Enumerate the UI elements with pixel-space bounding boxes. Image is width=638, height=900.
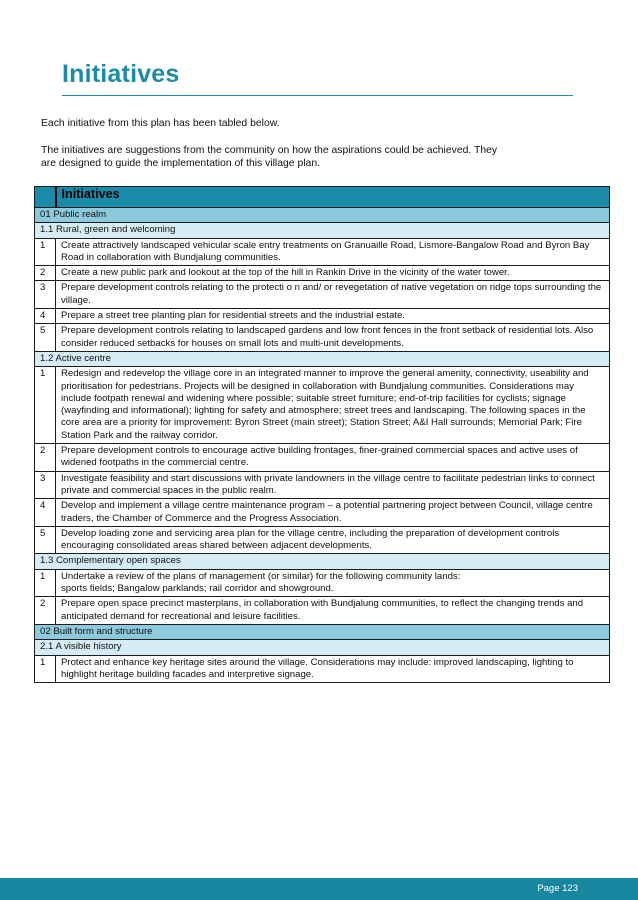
table-row [35,471,610,499]
item-number: 1 [35,367,56,444]
section-title: 02 Built form and structure [35,624,610,639]
item-text: Prepare development controls relating to landscaped gardens and low front fences in the front setback of residential lots. Also consider reduced setbacks for houses on small lots and multi-unit developments. [56,324,610,352]
table-row [35,309,610,324]
footer-bar [0,878,638,900]
item-number: 4 [35,499,56,527]
subsection-title: 1.3 Complementary open spaces [35,554,610,569]
subsection-title: 1.2 Active centre [35,351,610,366]
item-text: Investigate feasibility and start discussions with private landowners in the village centre to facilitate pedestrian links to connect private and commercial spaces in the public realm. [56,471,610,499]
section-row-public-realm [35,208,610,223]
item-text-continued: sports fields; Bangalow parklands; rail corridor and showground. [61,583,334,595]
intro-paragraph-2-line-1: The initiatives are suggestions from the community on how the aspirations could be achieved. They [41,145,498,156]
subsection-row-rural-green [35,223,610,238]
item-text: Prepare development controls to encourage active building frontages, finer-grained commercial spaces and active uses of widened footpaths in the commercial centre. [56,444,610,472]
item-number: 3 [35,281,56,309]
item-text-block [56,569,610,597]
table-row [35,324,610,352]
table-row [35,569,610,597]
subsection-row-visible-history [35,640,610,655]
table-row [35,444,610,472]
subsection-title: 1.1 Rural, green and welcoming [35,223,610,238]
table-row [35,526,610,554]
table-row [35,367,610,444]
section-row-built-form [35,624,610,639]
subsection-title: 2.1 A visible history [35,640,610,655]
item-number: 1 [35,569,56,597]
intro-paragraph-2-line-2: are designed to guide the implementation of this village plan. [41,158,320,169]
table-row [35,597,610,625]
table-row [35,266,610,281]
page-number: Page 123 [537,883,578,894]
item-text: Prepare a street tree planting plan for residential streets and the industrial estate. [56,309,610,324]
item-text: Create a new public park and lookout at the top of the hill in Rankin Drive in the vicinity of the water tower. [56,266,610,281]
item-number: 2 [35,597,56,625]
intro-paragraph-2 [41,144,561,170]
item-text: Protect and enhance key heritage sites around the village. Considerations may include: improved landscaping, lighting to highlight heritage building facades and interpretive signage. [56,655,610,683]
section-title: 01 Public realm [35,208,610,223]
table-row [35,238,610,266]
table-header-title: Initiatives [56,187,610,208]
item-text: Develop loading zone and servicing area plan for the village centre, including the preparation of development controls encouraging consolidated areas shared between adjacent developments. [56,526,610,554]
page-title: Initiatives [62,60,180,88]
table-row [35,499,610,527]
table-row [35,281,610,309]
item-number: 1 [35,655,56,683]
intro-paragraph-1: Each initiative from this plan has been tabled below. [41,118,280,129]
table-header-row [35,187,610,208]
table-header-number-cell [35,187,56,208]
item-text: Undertake a review of the plans of management (or similar) for the following community lands: [61,570,461,582]
item-number: 2 [35,266,56,281]
item-number: 3 [35,471,56,499]
item-text: Develop and implement a village centre maintenance program – a potential partnering project between Council, village centre traders, the Chamber of Commerce and the Progress Association. [56,499,610,527]
subsection-row-open-spaces [35,554,610,569]
item-number: 2 [35,444,56,472]
item-number: 5 [35,324,56,352]
item-number: 4 [35,309,56,324]
title-underline [62,95,573,96]
initiatives-table [34,186,610,683]
item-text: Redesign and redevelop the village core in an integrated manner to improve the general amenity, connectivity, useability and prioritisation for pedestrians. Projects will be designed in collaboration with Bundjalung communities. Considerations may include footpath renewal and widening where possible; suitable street furniture; end-of-trip facilities for cyclists; signage (wayfinding and informational); lighting for safety and atmosphere; street trees and landscaping. The following spaces in the core area are a priority for improvement: Byron Street (main street); Station Street; A&I Hall surrounds; Memorial Park; Fire Station Park and the railway corridor. [56,367,610,444]
item-text: Prepare open space precinct masterplans, in collaboration with Bundjalung communities, to reflect the changing trends and anticipated demand for recreational and leisure facilities. [56,597,610,625]
item-number: 5 [35,526,56,554]
subsection-row-active-centre [35,351,610,366]
table-row [35,655,610,683]
item-number: 1 [35,238,56,266]
item-text: Create attractively landscaped vehicular scale entry treatments on Granuaille Road, Lismore-Bangalow Road and Byron Bay Road in collaboration with Bundjalung communities. [56,238,610,266]
item-text: Prepare development controls relating to the protecti o n and/ or revegetation of native vegetation on ridge tops surrounding the village. [56,281,610,309]
